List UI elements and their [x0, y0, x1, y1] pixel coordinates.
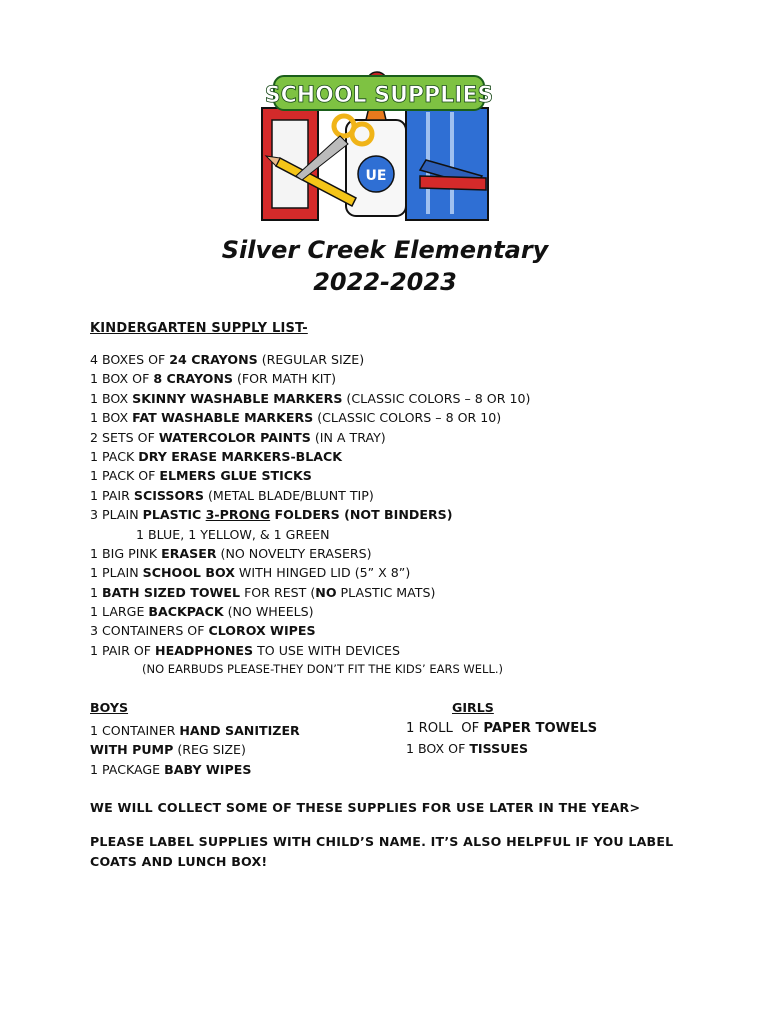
collection-note: WE WILL COLLECT SOME OF THESE SUPPLIES FOR USE LATER IN THE YEAR> — [90, 800, 641, 815]
school-supplies-logo — [256, 64, 498, 224]
list-item: 3 CONTAINERS OF CLOROX WIPES — [90, 623, 316, 639]
supply-list — [90, 350, 530, 680]
logo-text: SCHOOL SUPPLIES — [264, 83, 494, 108]
list-item-note: (NO EARBUDS PLEASE-THEY DON’T FIT THE KIDS’ EARS WELL.) — [142, 662, 503, 677]
boys-list — [90, 721, 300, 779]
list-item: 4 BOXES OF 24 CRAYONS (REGULAR SIZE) — [90, 352, 365, 367]
list-item-subline: 1 BLUE, 1 YELLOW, & 1 GREEN — [136, 526, 330, 542]
list-item: 1 PLAIN SCHOOL BOX WITH HINGED LID (5” X 8”) — [90, 565, 411, 581]
list-item: 1 PAIR SCISSORS (METAL BLADE/BLUNT TIP) — [90, 487, 374, 503]
list-item: 3 PLAIN PLASTIC 3-PRONG FOLDERS (NOT BINDERS) — [90, 507, 453, 523]
list-item: 1 BATH SIZED TOWEL FOR REST (NO PLASTIC MATS) — [90, 584, 436, 600]
list-item: 1 BOX OF 8 CRAYONS (FOR MATH KIT) — [90, 371, 337, 387]
supply-list-heading: KINDERGARTEN SUPPLY LIST- — [90, 321, 308, 336]
list-item: 1 LARGE BACKPACK (NO WHEELS) — [90, 604, 314, 620]
boys-heading: BOYS — [90, 700, 129, 715]
list-item: 1 BOX OF TISSUES — [406, 741, 529, 756]
list-item: WITH PUMP (REG SIZE) — [90, 742, 246, 758]
school-year: 2022-2023 — [313, 268, 457, 296]
list-item: 1 ROLL OF PAPER TOWELS — [406, 721, 598, 736]
girls-list — [406, 719, 597, 759]
glue-label: UE — [365, 168, 387, 184]
list-item: 1 PACKAGE BABY WIPES — [90, 761, 252, 777]
list-item: 2 SETS OF WATERCOLOR PAINTS (IN A TRAY) — [90, 429, 386, 445]
school-name: Silver Creek Elementary — [221, 236, 549, 264]
list-item: 1 PAIR OF HEADPHONES TO USE WITH DEVICES — [90, 642, 400, 658]
list-item: 1 PACK OF ELMERS GLUE STICKS — [90, 468, 312, 484]
list-item: 1 BOX SKINNY WASHABLE MARKERS (CLASSIC COLORS – 8 OR 10) — [90, 390, 531, 406]
list-item: 1 PACK DRY ERASE MARKERS-BLACK — [90, 448, 343, 464]
list-item: 1 BIG PINK ERASER (NO NOVELTY ERASERS) — [90, 545, 372, 561]
list-item: 1 CONTAINER HAND SANITIZER — [90, 723, 300, 738]
list-item: 1 BOX FAT WASHABLE MARKERS (CLASSIC COLORS – 8 OR 10) — [90, 410, 502, 426]
girls-heading: GIRLS — [452, 700, 494, 715]
label-note: PLEASE LABEL SUPPLIES WITH CHILD’S NAME. IT’S ALSO HELPFUL IF YOU LABEL COATS AND LUNCH BOX! — [90, 834, 674, 869]
